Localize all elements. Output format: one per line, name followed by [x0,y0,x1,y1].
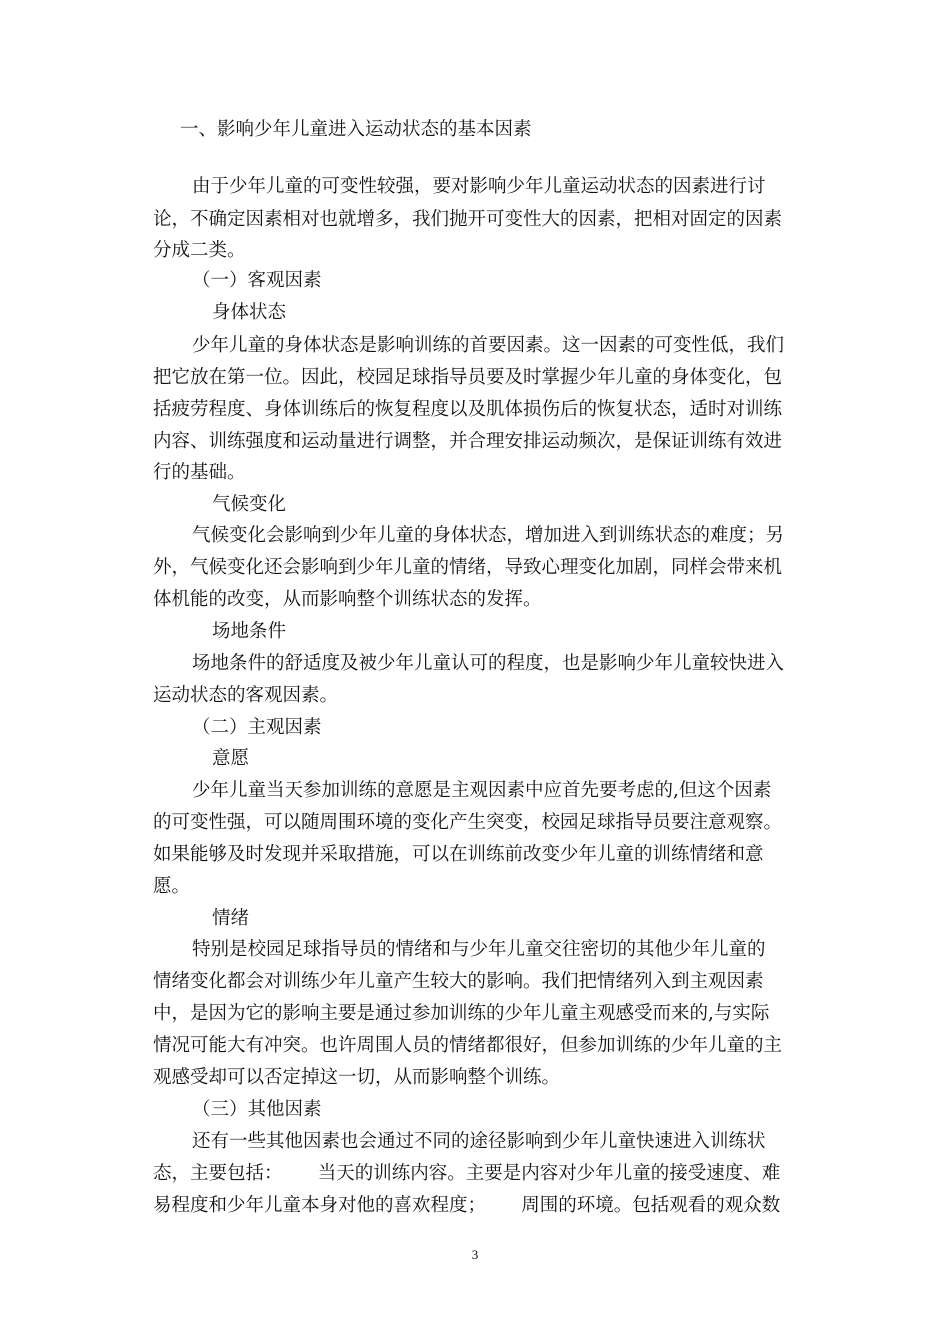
climate-line-2: 外，气候变化还会影响到少年儿童的情绪，导致心理变化加剧，同样会带来机 [153,557,783,578]
body-state-line-3: 括疲劳程度、身体训练后的恢复程度以及肌体损伤后的恢复状态，适时对训练 [153,399,783,420]
body-state-line-2: 把它放在第一位。因此，校园足球指导员要及时掌握少年儿童的身体变化，包 [153,367,783,388]
emotion-line-3: 中，是因为它的影响主要是通过参加训练的少年儿童主观感受而来的,与实际 [153,1003,770,1024]
other-line-1: 还有一些其他因素也会通过不同的途径影响到少年儿童快速进入训练状 [192,1131,766,1152]
climate-line-1: 气候变化会影响到少年儿童的身体状态，增加进入到训练状态的难度；另 [192,525,785,546]
subjective-heading: （二）主观因素 [192,717,322,738]
other-line-3: 易程度和少年儿童本身对他的喜欢程度； 周围的环境。包括观看的观众数 [153,1195,781,1216]
willingness-line-1: 少年儿童当天参加训练的意愿是主观因素中应首先要考虑的,但这个因素 [192,780,772,801]
intro-line-2: 论，不确定因素相对也就增多，我们抛开可变性大的因素，把相对固定的因素 [153,209,783,230]
emotion-line-4: 情况可能大有冲突。也许周围人员的情绪都很好，但参加训练的少年儿童的主 [153,1035,783,1056]
emotion-line-1: 特别是校园足球指导员的情绪和与少年儿童交往密切的其他少年儿童的 [192,939,766,960]
venue-line-1: 场地条件的舒适度及被少年儿童认可的程度，也是影响少年儿童较快进入 [192,653,785,674]
emotion-line-2: 情绪变化都会对训练少年儿童产生较大的影响。我们把情绪列入到主观因素 [153,971,764,992]
willingness-line-2: 的可变性强，可以随周围环境的变化产生突变，校园足球指导员要注意观察。 [153,812,783,833]
body-state-line-4: 内容、训练强度和运动量进行调整，并合理安排运动频次，是保证训练有效进 [153,431,783,452]
body-state-line-5: 行的基础。 [153,462,246,483]
willingness-title: 意愿 [212,748,250,769]
page-number: 3 [471,1247,479,1262]
venue-title: 场地条件 [212,621,287,642]
emotion-title: 情绪 [212,908,250,929]
climate-line-3: 体机能的改变，从而影响整个训练状态的发挥。 [153,589,542,610]
intro-line-1: 由于少年儿童的可变性较强，要对影响少年儿童运动状态的因素进行讨 [192,176,766,197]
emotion-line-5: 观感受却可以否定掉这一切，从而影响整个训练。 [153,1067,561,1088]
willingness-line-4: 愿。 [153,876,191,897]
objective-heading: （一）客观因素 [192,270,322,291]
other-heading: （三）其他因素 [192,1099,322,1120]
body-state-title: 身体状态 [212,302,287,323]
body-state-line-1: 少年儿童的身体状态是影响训练的首要因素。这一因素的可变性低，我们 [192,335,785,356]
willingness-line-3: 如果能够及时发现并采取措施，可以在训练前改变少年儿童的训练情绪和意 [153,844,764,865]
other-line-2: 态，主要包括： 当天的训练内容。主要是内容对少年儿童的接受速度、难 [153,1163,781,1184]
intro-line-3: 分成二类。 [153,240,246,261]
section-heading: 一、影响少年儿童进入运动状态的基本因素 [180,119,532,140]
climate-title: 气候变化 [212,494,287,515]
venue-line-2: 运动状态的客观因素。 [153,685,339,706]
